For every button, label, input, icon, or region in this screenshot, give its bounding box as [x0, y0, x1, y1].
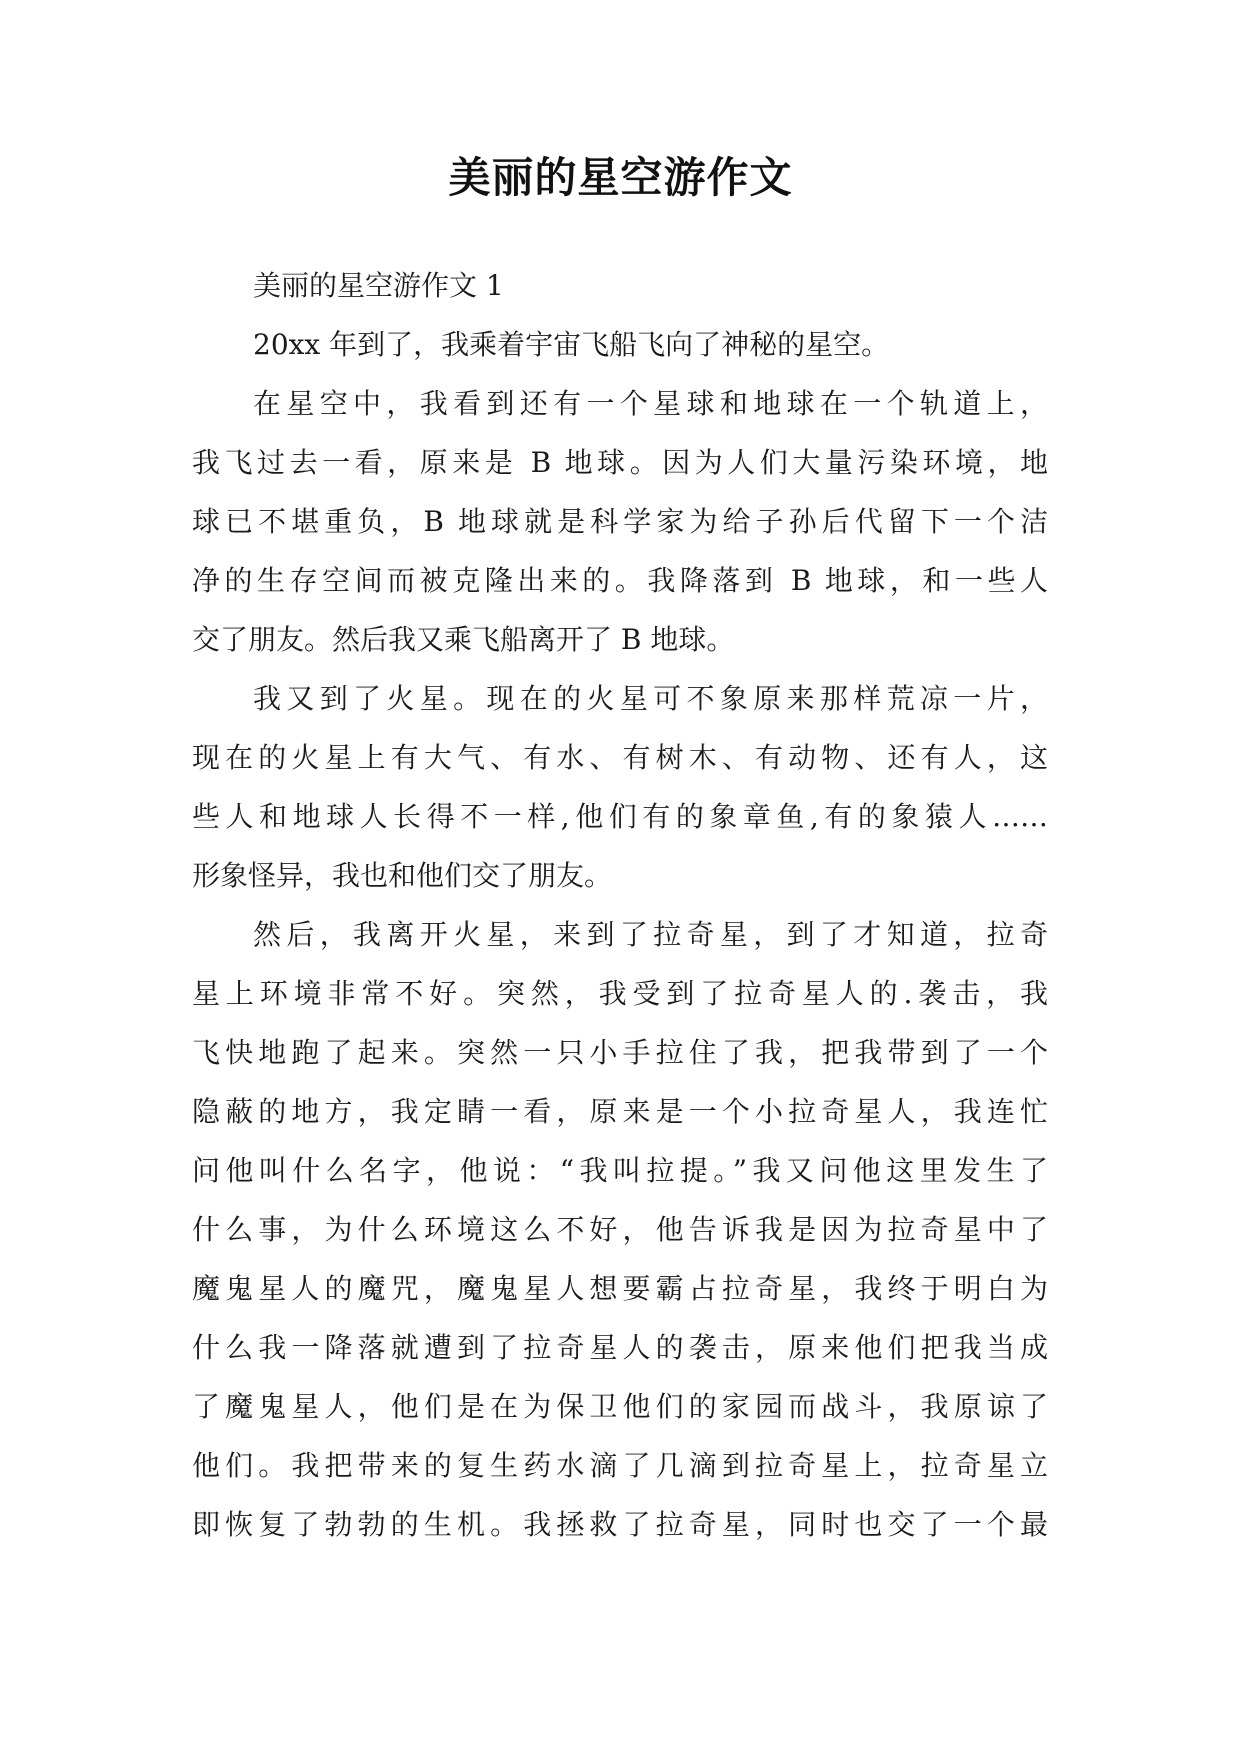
text-line: 飞快地跑了起来。突然一只小手拉住了我，把我带到了一个	[192, 1036, 1048, 1069]
text-line: 些人和地球人长得不一样,他们有的象章鱼,有的象猿人……	[192, 800, 1048, 833]
text-line: 现在的火星上有大气、有水、有树木、有动物、还有人，这	[192, 741, 1048, 774]
text-line: 20xx 年到了，我乘着宇宙飞船飞向了神秘的星空。	[253, 328, 890, 361]
text-line: 什么我一降落就遭到了拉奇星人的袭击，原来他们把我当成	[192, 1331, 1048, 1364]
text-line: 什么事，为什么环境这么不好，他告诉我是因为拉奇星中了	[192, 1213, 1048, 1246]
text-line: 了魔鬼星人，他们是在为保卫他们的家园而战斗，我原谅了	[192, 1390, 1048, 1423]
text-line: 我飞过去一看，原来是 B 地球。因为人们大量污染环境，地	[192, 446, 1048, 479]
text-line: 即恢复了勃勃的生机。我拯救了拉奇星，同时也交了一个最	[192, 1508, 1048, 1541]
text-line: 在星空中，我看到还有一个星球和地球在一个轨道上，	[253, 387, 1048, 420]
text-line: 他们。我把带来的复生药水滴了几滴到拉奇星上，拉奇星立	[192, 1449, 1048, 1482]
document-title: 美丽的星空游作文	[448, 153, 793, 202]
text-line: 问他叫什么名字，他说：“我叫拉提。”我又问他这里发生了	[192, 1154, 1048, 1187]
text-line: 净的生存空间而被克隆出来的。我降落到 B 地球，和一些人	[192, 564, 1048, 597]
text-line: 球已不堪重负，B 地球就是科学家为给子孙后代留下一个洁	[192, 505, 1048, 538]
section-heading: 美丽的星空游作文 1	[253, 269, 504, 302]
text-line: 隐蔽的地方，我定睛一看，原来是一个小拉奇星人，我连忙	[192, 1095, 1048, 1128]
text-line: 然后，我离开火星，来到了拉奇星，到了才知道，拉奇	[253, 918, 1048, 951]
text-line: 我又到了火星。现在的火星可不象原来那样荒凉一片，	[253, 682, 1048, 715]
text-line: 魔鬼星人的魔咒，魔鬼星人想要霸占拉奇星，我终于明白为	[192, 1272, 1048, 1305]
text-line: 形象怪异，我也和他们交了朋友。	[192, 859, 613, 892]
text-line: 交了朋友。然后我又乘飞船离开了 B 地球。	[192, 623, 735, 656]
text-line: 星上环境非常不好。突然，我受到了拉奇星人的.袭击，我	[192, 977, 1048, 1010]
